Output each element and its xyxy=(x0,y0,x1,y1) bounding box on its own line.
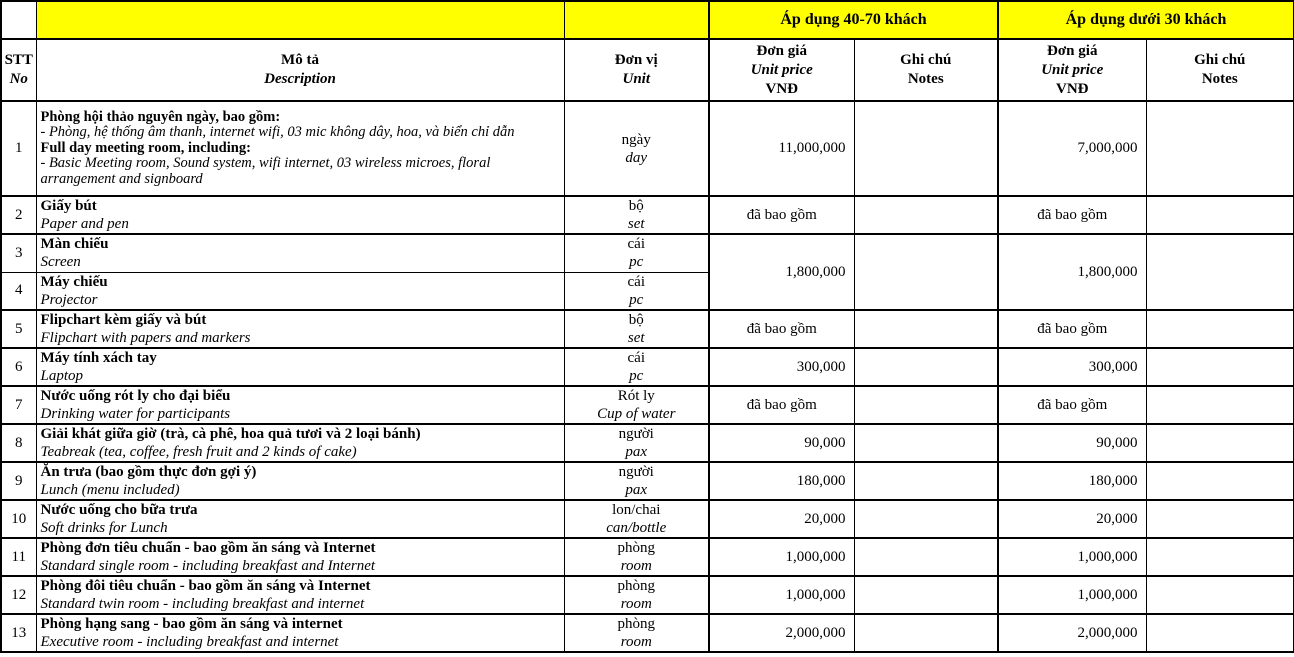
notes-40-70-cell xyxy=(854,386,998,424)
description-line-vi: Giải khát giữa giờ (trà, cà phê, hoa quả tươi và 2 loại bánh) xyxy=(40,426,421,442)
description-line-vi: Phòng đơn tiêu chuẩn - bao gồm ăn sáng và Internet xyxy=(40,540,376,556)
price-40-70-cell: đã bao gồm xyxy=(709,310,854,348)
header-notes-vi: Ghi chú xyxy=(900,52,952,68)
header-price-en: Unit price xyxy=(750,61,813,78)
description-line-vi: Flipchart kèm giấy và bút xyxy=(40,312,207,328)
band-group-40-70-label: Áp dụng 40-70 khách xyxy=(780,11,927,28)
price-40-70-cell: 1,800,000 xyxy=(709,234,854,310)
description-line-en: Standard twin room - including breakfast and internet xyxy=(40,596,365,612)
row-number-cell: 1 xyxy=(1,101,36,196)
description-line-vi: Màn chiếu xyxy=(40,236,109,253)
description-cell xyxy=(36,386,564,424)
header-price-currency: VNĐ xyxy=(1056,80,1089,97)
description-cell xyxy=(36,310,564,348)
unit-cell xyxy=(564,538,709,576)
unit-en: day xyxy=(625,149,648,166)
unit-vi: cái xyxy=(627,273,645,290)
table-row xyxy=(1,196,1294,234)
description-line-en: Soft drinks for Lunch xyxy=(40,520,168,536)
description-cell xyxy=(36,196,564,234)
price-under-30-cell: 90,000 xyxy=(998,424,1146,462)
unit-en: can/bottle xyxy=(606,520,667,536)
description-cell xyxy=(36,101,564,196)
description-line-vi: Ăn trưa (bao gồm thực đơn gợi ý) xyxy=(40,464,257,480)
table-row xyxy=(1,310,1294,348)
price-under-30-cell: 180,000 xyxy=(998,462,1146,500)
table-row xyxy=(1,462,1294,500)
header-notes-under-30-cell xyxy=(1146,39,1294,101)
price-40-70-cell: 1,000,000 xyxy=(709,538,854,576)
description-line-vi: Phòng hạng sang - bao gồm ăn sáng và internet xyxy=(40,616,343,632)
price-under-30-cell: đã bao gồm xyxy=(998,196,1146,234)
description-cell xyxy=(36,424,564,462)
unit-cell xyxy=(564,101,709,196)
price-40-70-cell: 2,000,000 xyxy=(709,614,854,652)
description-line-en: Drinking water for participants xyxy=(40,406,231,422)
description-line-en: Laptop xyxy=(40,368,84,384)
unit-vi: người xyxy=(618,426,654,442)
unit-en: pax xyxy=(625,444,648,460)
table-row xyxy=(1,424,1294,462)
unit-en: room xyxy=(620,596,652,612)
description-cell xyxy=(36,348,564,386)
unit-cell xyxy=(564,348,709,386)
unit-en: room xyxy=(620,634,652,650)
table-row xyxy=(1,101,1294,196)
notes-under-30-cell xyxy=(1146,386,1294,424)
row-number-cell: 12 xyxy=(1,576,36,614)
description-line-en: - Basic Meeting room, Sound system, wifi internet, 03 wireless microes, floral arrangement and signboard xyxy=(40,155,491,187)
band-blank-unit-cell xyxy=(564,1,709,39)
unit-cell xyxy=(564,500,709,538)
notes-40-70-cell xyxy=(854,348,998,386)
unit-cell xyxy=(564,614,709,652)
notes-under-30-cell xyxy=(1146,234,1294,310)
price-under-30-cell: 7,000,000 xyxy=(998,101,1146,196)
header-description-en: Description xyxy=(264,71,336,87)
header-unit-cell xyxy=(564,39,709,101)
notes-under-30-cell xyxy=(1146,576,1294,614)
description-line-vi: Nước uống cho bữa trưa xyxy=(40,502,198,518)
description-cell xyxy=(36,272,564,310)
table-row xyxy=(1,386,1294,424)
description-cell xyxy=(36,538,564,576)
notes-40-70-cell xyxy=(854,310,998,348)
description-line-en: Executive room - including breakfast and internet xyxy=(40,634,339,650)
header-description-cell xyxy=(36,39,564,101)
band-blank-description-cell xyxy=(36,1,564,39)
description-cell xyxy=(36,462,564,500)
notes-under-30-cell xyxy=(1146,538,1294,576)
notes-40-70-cell xyxy=(854,234,998,310)
description-line-vi: Phòng đôi tiêu chuẩn - bao gồm ăn sáng và Internet xyxy=(40,578,371,594)
notes-under-30-cell xyxy=(1146,500,1294,538)
description-line-vi: Máy tính xách tay xyxy=(40,350,157,366)
price-under-30-cell: 300,000 xyxy=(998,348,1146,386)
header-price-vi: Đơn giá xyxy=(756,42,807,59)
notes-40-70-cell xyxy=(854,500,998,538)
price-40-70-cell: 90,000 xyxy=(709,424,854,462)
unit-vi: phòng xyxy=(617,616,655,632)
unit-en: pc xyxy=(629,291,644,308)
unit-cell xyxy=(564,310,709,348)
unit-en: pax xyxy=(625,482,648,498)
row-number-cell: 8 xyxy=(1,424,36,462)
header-price-vi: Đơn giá xyxy=(1047,42,1098,59)
price-under-30-cell: 20,000 xyxy=(998,500,1146,538)
row-number-cell: 2 xyxy=(1,196,36,234)
header-stt-cell xyxy=(1,39,36,101)
header-price-40-70-cell xyxy=(709,39,854,101)
row-number-cell: 10 xyxy=(1,500,36,538)
band-group-under-30-label: Áp dụng dưới 30 khách xyxy=(1065,11,1227,28)
unit-en: Cup of water xyxy=(597,406,676,422)
price-40-70-cell: 300,000 xyxy=(709,348,854,386)
header-notes-40-70-cell xyxy=(854,39,998,101)
header-notes-en: Notes xyxy=(907,71,944,87)
description-line-en: Paper and pen xyxy=(40,216,129,232)
notes-40-70-cell xyxy=(854,576,998,614)
table-row xyxy=(1,500,1294,538)
header-stt-vi: STT xyxy=(4,52,33,68)
unit-cell xyxy=(564,576,709,614)
band-group-under-30-cell xyxy=(998,1,1294,39)
price-under-30-cell: 2,000,000 xyxy=(998,614,1146,652)
price-40-70-cell: 180,000 xyxy=(709,462,854,500)
description-line-en: Flipchart with papers and markers xyxy=(40,330,251,346)
unit-vi: Rót ly xyxy=(617,388,655,404)
notes-under-30-cell xyxy=(1146,348,1294,386)
table-row xyxy=(1,234,1294,272)
notes-under-30-cell xyxy=(1146,310,1294,348)
row-number-cell: 13 xyxy=(1,614,36,652)
header-notes-en: Notes xyxy=(1201,71,1238,87)
unit-vi: bộ xyxy=(628,198,644,214)
unit-vi: phòng xyxy=(617,578,655,594)
price-under-30-cell: 1,000,000 xyxy=(998,538,1146,576)
notes-40-70-cell xyxy=(854,538,998,576)
unit-en: set xyxy=(627,330,645,346)
description-line-vi: Nước uống rót ly cho đại biểu xyxy=(40,388,231,404)
description-line-en: Lunch (menu included) xyxy=(40,482,180,498)
notes-40-70-cell xyxy=(854,101,998,196)
band-group-40-70-cell xyxy=(709,1,998,39)
row-number-cell: 4 xyxy=(1,272,36,310)
table-row xyxy=(1,348,1294,386)
band-blank-stt-cell xyxy=(1,1,36,39)
unit-vi: người xyxy=(618,464,654,480)
unit-en: set xyxy=(627,216,645,232)
description-cell xyxy=(36,234,564,272)
description-cell xyxy=(36,576,564,614)
unit-cell xyxy=(564,462,709,500)
row-number-cell: 6 xyxy=(1,348,36,386)
row-number-cell: 7 xyxy=(1,386,36,424)
table-row xyxy=(1,576,1294,614)
header-stt-en: No xyxy=(9,71,28,87)
unit-vi: bộ xyxy=(628,312,644,328)
description-line-vi: Phòng hội thảo nguyên ngày, bao gồm: xyxy=(40,108,281,125)
table-row xyxy=(1,538,1294,576)
price-40-70-cell: 1,000,000 xyxy=(709,576,854,614)
header-price-currency: VNĐ xyxy=(765,80,798,97)
unit-vi: lon/chai xyxy=(612,502,661,518)
description-line-en: Screen xyxy=(40,254,81,271)
unit-en: pc xyxy=(629,368,644,384)
column-header-row xyxy=(1,39,1294,101)
price-under-30-cell: đã bao gồm xyxy=(998,386,1146,424)
notes-under-30-cell xyxy=(1146,462,1294,500)
notes-under-30-cell xyxy=(1146,424,1294,462)
header-price-en: Unit price xyxy=(1041,61,1104,78)
description-cell xyxy=(36,500,564,538)
notes-40-70-cell xyxy=(854,196,998,234)
unit-vi: ngày xyxy=(621,131,651,148)
price-under-30-cell: 1,000,000 xyxy=(998,576,1146,614)
header-notes-vi: Ghi chú xyxy=(1194,52,1246,68)
unit-vi: cái xyxy=(627,236,645,253)
header-unit-vi: Đơn vị xyxy=(614,52,658,68)
notes-under-30-cell xyxy=(1146,101,1294,196)
unit-cell xyxy=(564,272,709,310)
notes-under-30-cell xyxy=(1146,614,1294,652)
price-under-30-cell: 1,800,000 xyxy=(998,234,1146,310)
unit-cell xyxy=(564,424,709,462)
unit-vi: phòng xyxy=(617,540,655,556)
description-line-en: Teabreak (tea, coffee, fresh fruit and 2 kinds of cake) xyxy=(40,444,357,460)
header-price-under-30-cell xyxy=(998,39,1146,101)
price-40-70-cell: 20,000 xyxy=(709,500,854,538)
price-40-70-cell: đã bao gồm xyxy=(709,196,854,234)
row-number-cell: 5 xyxy=(1,310,36,348)
notes-40-70-cell xyxy=(854,614,998,652)
unit-vi: cái xyxy=(627,350,645,366)
unit-en: room xyxy=(620,558,652,574)
unit-cell xyxy=(564,196,709,234)
row-number-cell: 11 xyxy=(1,538,36,576)
header-description-vi: Mô tả xyxy=(281,52,319,68)
notes-under-30-cell xyxy=(1146,196,1294,234)
top-band-row xyxy=(1,1,1294,39)
unit-cell xyxy=(564,234,709,272)
description-line-en: Standard single room - including breakfast and Internet xyxy=(40,558,376,574)
price-40-70-cell: 11,000,000 xyxy=(709,101,854,196)
description-line-vi: Máy chiếu xyxy=(40,273,108,290)
price-40-70-cell: đã bao gồm xyxy=(709,386,854,424)
row-number-cell: 3 xyxy=(1,234,36,272)
description-line-en: - Phòng, hệ thống âm thanh, internet wifi, 03 mic không dây, hoa, và biển chỉ dẫn xyxy=(40,124,515,141)
description-line-vi: Full day meeting room, including: xyxy=(40,139,251,156)
unit-cell xyxy=(564,386,709,424)
description-line-vi: Giấy bút xyxy=(40,198,97,214)
notes-40-70-cell xyxy=(854,462,998,500)
unit-en: pc xyxy=(629,254,644,271)
description-cell xyxy=(36,614,564,652)
header-unit-en: Unit xyxy=(622,71,650,87)
price-under-30-cell: đã bao gồm xyxy=(998,310,1146,348)
table-row xyxy=(1,614,1294,652)
description-line-en: Projector xyxy=(40,291,98,308)
row-number-cell: 9 xyxy=(1,462,36,500)
notes-40-70-cell xyxy=(854,424,998,462)
